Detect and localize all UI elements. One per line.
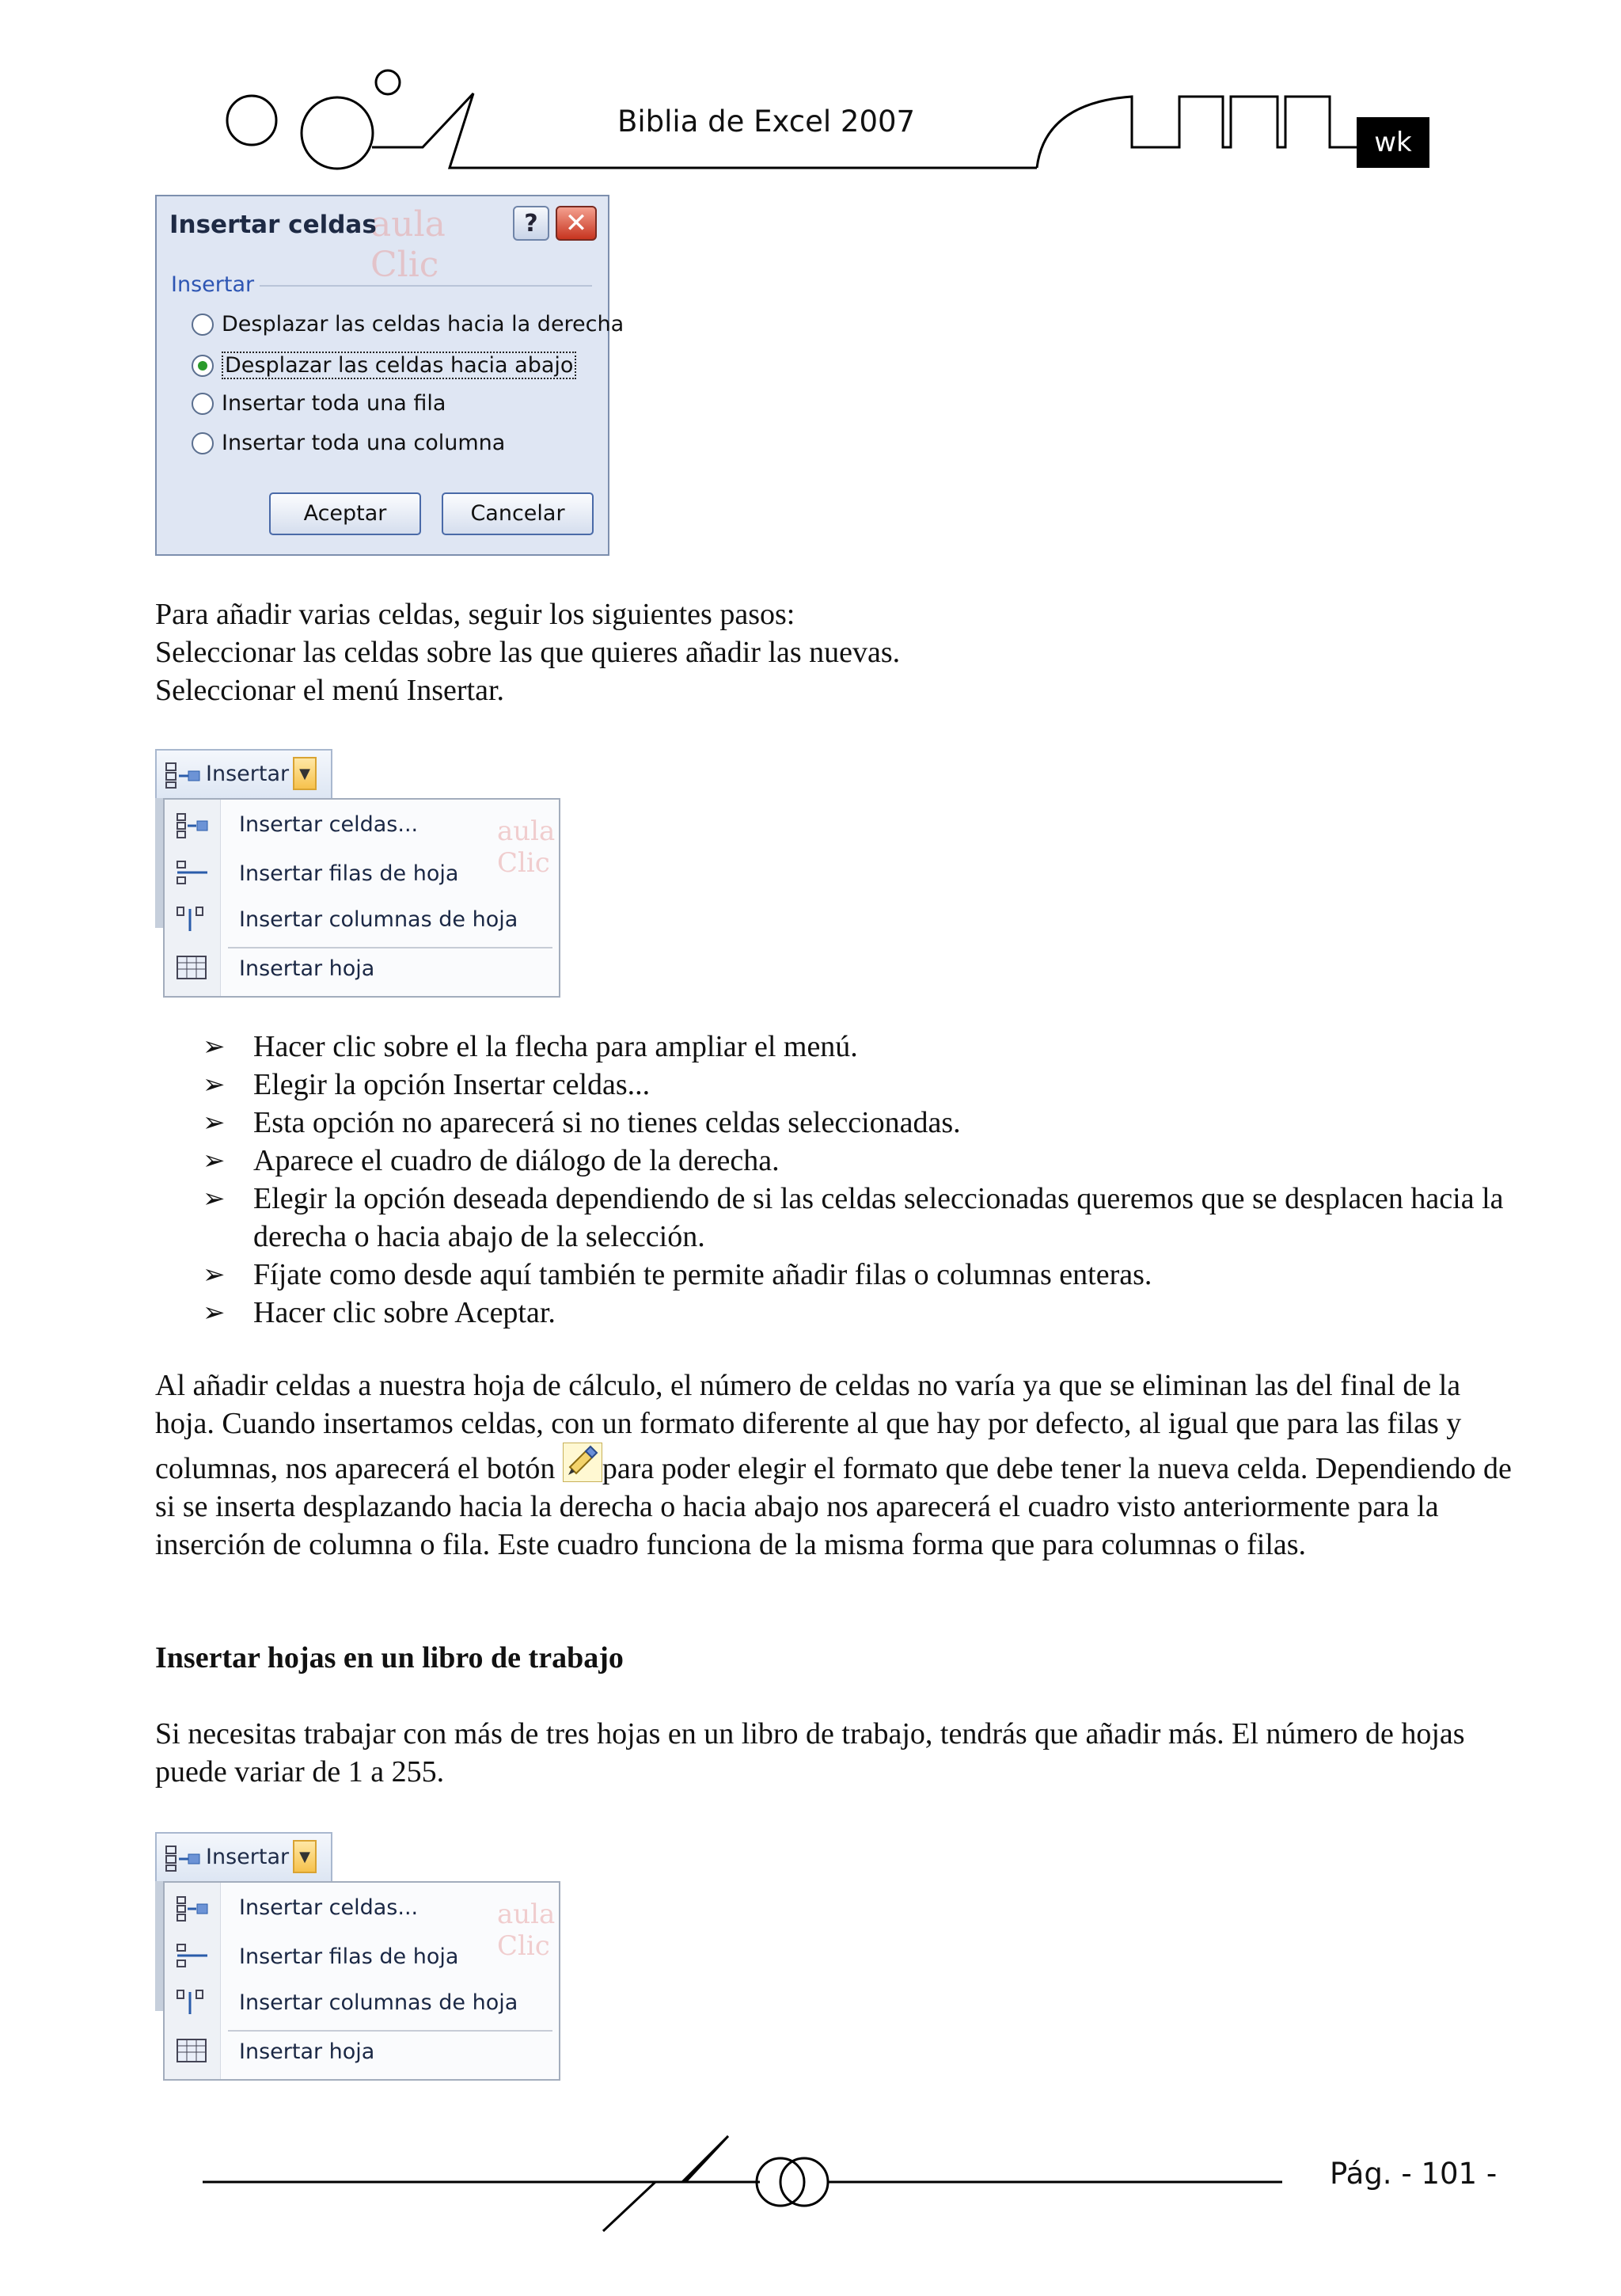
body-paragraph — [155, 1367, 1517, 1564]
list-item: ➢ Esta opción no aparecerá si no tienes celdas seleccionadas. — [203, 1104, 1517, 1142]
insert-sheet-icon — [176, 2038, 209, 2065]
header-decoration — [0, 0, 1621, 206]
page-number: Pág. - 101 - — [1330, 2157, 1498, 2191]
insert-cells-icon — [165, 1845, 201, 1872]
paste-options-icon — [563, 1443, 602, 1482]
steps-list — [203, 1028, 1517, 1332]
option-shift-down[interactable] — [192, 352, 576, 379]
menu-item-insert-cells[interactable]: Insertar celdas... — [239, 812, 419, 837]
radio-icon[interactable] — [192, 393, 214, 415]
dialog-title: Insertar celdas — [169, 211, 377, 239]
menu-item-insert-columns[interactable]: Insertar columnas de hoja — [239, 907, 518, 932]
insert-columns-icon — [176, 1989, 209, 2016]
menu-separator — [228, 947, 552, 948]
insert-cells-icon — [165, 762, 201, 789]
menu-panel — [163, 1881, 560, 2081]
insert-rows-icon — [176, 1943, 209, 1970]
dropdown-arrow-icon[interactable]: ▼ — [293, 757, 317, 790]
watermark-logo: aula Clic — [370, 204, 446, 285]
insert-menu-screenshot — [155, 1832, 567, 2085]
header-badge: wk — [1357, 117, 1429, 168]
insert-sheet-icon — [176, 955, 209, 982]
intro-line: Para añadir varias celdas, seguir los siguientes pasos: — [155, 598, 795, 631]
insert-cells-dialog — [155, 195, 624, 556]
menu-item-insert-rows[interactable]: Insertar filas de hoja — [239, 1944, 459, 1969]
insert-cells-icon — [176, 812, 209, 839]
list-item: ➢ Fíjate como desde aquí también te permite añadir filas o columnas enteras. — [203, 1256, 1517, 1294]
paragraph-text: Al añadir celdas a nuestra hoja de cálculo, el número de celdas no varía ya que se eliminan las del final de la hoja. Cuando insertamos celdas, con un formato diferente al que hay por defecto, al igual que para las filas y columnas, nos aparecerá el botón — [155, 1369, 1462, 1485]
section-text: Si necesitas trabajar con más de tres hojas en un libro de trabajo, tendrás que añadir más. El número de hojas puede variar de 1 a 255. — [155, 1717, 1465, 1789]
option-label: Desplazar las celdas hacia la derecha — [222, 312, 624, 336]
option-entire-column[interactable] — [192, 431, 505, 455]
intro-line: Seleccionar las celdas sobre las que quieres añadir las nuevas. — [155, 636, 901, 669]
option-label: Desplazar las celdas hacia abajo — [222, 352, 576, 379]
option-label: Insertar toda una fila — [222, 391, 446, 416]
list-item: ➢ Elegir la opción deseada dependiendo de si las celdas seleccionadas queremos que se desplacen hacia la derecha o hacia abajo de la selección. — [203, 1180, 1517, 1256]
menu-item-insert-cells[interactable]: Insertar celdas... — [239, 1895, 419, 1920]
menu-button-label: Insertar — [206, 762, 290, 786]
radio-icon[interactable] — [192, 314, 214, 336]
radio-icon[interactable] — [192, 432, 214, 454]
option-entire-row[interactable] — [192, 391, 446, 416]
help-button[interactable]: ? — [513, 206, 549, 241]
list-item: ➢ Hacer clic sobre el la flecha para ampliar el menú. — [203, 1028, 1517, 1066]
insert-menu-button[interactable] — [155, 1832, 332, 1881]
option-label: Insertar toda una columna — [222, 431, 506, 455]
group-label: Insertar — [171, 272, 255, 297]
menu-item-insert-columns[interactable]: Insertar columnas de hoja — [239, 1990, 518, 2015]
dropdown-arrow-icon[interactable]: ▼ — [293, 1840, 317, 1873]
insert-menu-screenshot — [155, 749, 567, 1002]
menu-separator — [228, 2030, 552, 2032]
list-item: ➢ Aparece el cuadro de diálogo de la derecha. — [203, 1142, 1517, 1180]
menu-item-insert-rows[interactable]: Insertar filas de hoja — [239, 861, 459, 886]
menu-item-insert-sheet[interactable]: Insertar hoja — [239, 2039, 375, 2064]
list-item: ➢ Elegir la opción Insertar celdas... — [203, 1066, 1517, 1104]
menu-button-label: Insertar — [206, 1845, 290, 1869]
paragraph-text: para poder elegir el formato que debe tener la nueva celda. Dependiendo de si se inserta desplazando hacia la derecha o hacia abajo nos aparecerá el cuadro visto anteriormente para la inserción de columna o fila. Este cuadro funciona de la misma forma que para columnas o filas. — [155, 1452, 1512, 1561]
insert-columns-icon — [176, 906, 209, 933]
menu-item-insert-sheet[interactable]: Insertar hoja — [239, 956, 375, 981]
option-shift-right[interactable] — [192, 312, 624, 336]
list-item: ➢ Hacer clic sobre Aceptar. — [203, 1294, 1517, 1332]
menu-panel — [163, 798, 560, 998]
intro-line: Seleccionar el menú Insertar. — [155, 674, 505, 707]
header-title: Biblia de Excel 2007 — [617, 105, 916, 139]
close-button[interactable]: ✕ — [556, 206, 597, 241]
section-heading: Insertar hojas en un libro de trabajo — [155, 1641, 624, 1674]
watermark-logo: aula Clic — [497, 1899, 556, 1962]
radio-selected-icon[interactable] — [192, 355, 214, 377]
cancel-button[interactable]: Cancelar — [442, 492, 594, 535]
ok-button[interactable]: Aceptar — [269, 492, 421, 535]
insert-rows-icon — [176, 860, 209, 887]
insert-cells-icon — [176, 1895, 209, 1922]
intro-text — [155, 595, 1517, 709]
insert-menu-button[interactable] — [155, 749, 332, 798]
watermark-logo: aula Clic — [497, 815, 556, 879]
group-divider — [260, 285, 592, 287]
